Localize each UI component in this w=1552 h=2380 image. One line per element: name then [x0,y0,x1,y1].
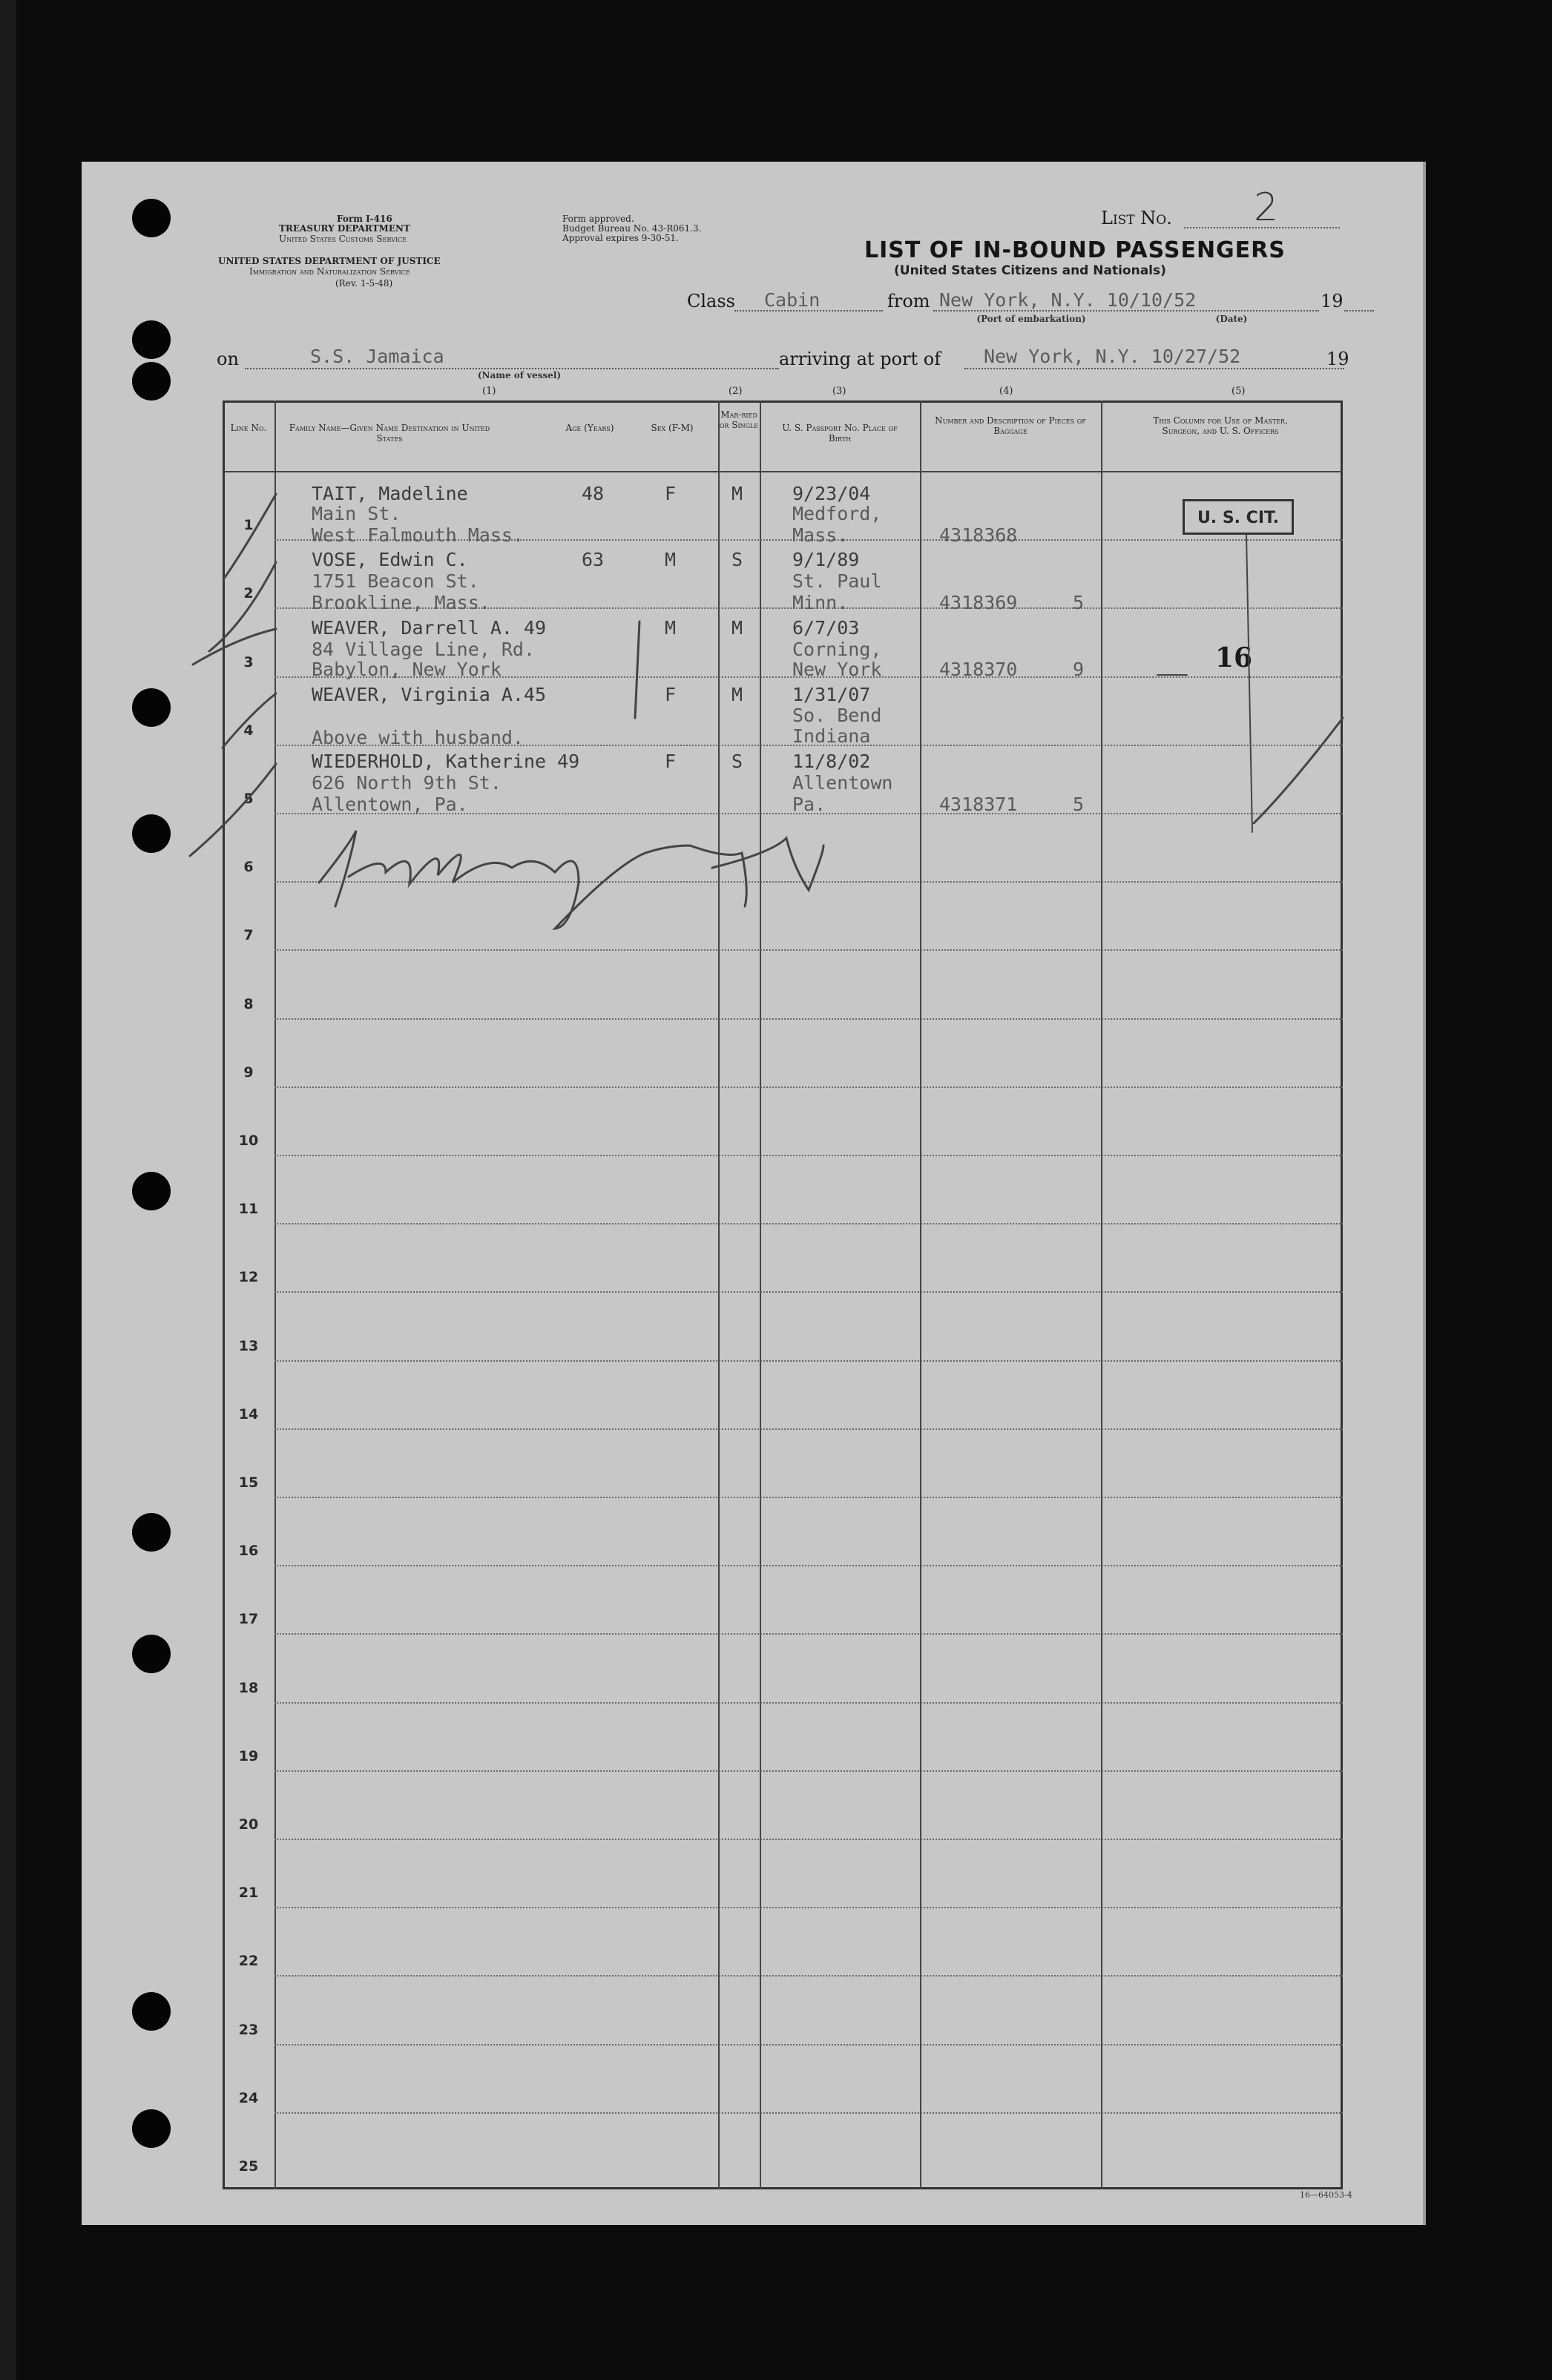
p4-marital: M [731,684,743,705]
row-number: 9 [243,1064,254,1081]
check-mark [190,764,276,856]
port-caption: (Port of embarkation) [976,314,1086,324]
row-number: 2 [243,585,254,602]
dept-justice: UNITED STATES DEPARTMENT OF JUSTICE [218,256,441,266]
p3-address-2: Babylon, New York [312,659,502,680]
check-mark [209,562,276,651]
p5-birthplace-2: Pa. [792,794,826,815]
header-age: Age (Years) [565,423,614,433]
p3-sex: M [665,617,677,639]
p3-baggage: 4318370 [939,659,1018,680]
bracket-line [635,622,639,718]
p3-marital: M [731,617,743,639]
p2-passport-date: 9/1/89 [792,549,860,570]
col-number-2: (2) [729,386,743,397]
p5-passport-date: 11/8/02 [792,751,871,772]
p5-sex: F [665,751,677,772]
p1-name: TAIT, Madeline [312,483,468,504]
check-mark [224,494,276,578]
header-married: Mar-ried or Single [719,409,759,430]
row-number: 25 [238,2158,259,2175]
class-label: Class [687,291,735,311]
p1-address-1: Main St. [312,503,401,524]
approval-line-3: Approval expires 9-30-51. [562,233,679,243]
p4-birthplace-1: So. Bend [792,705,882,726]
p2-address-1: 1751 Beacon St. [312,570,479,592]
header-line-no: Line No. [230,423,267,433]
row-number: 21 [238,1885,259,1902]
col-number-4: (4) [999,386,1013,397]
row-number: 7 [243,927,254,944]
p3-address-1: 84 Village Line, Rd. [312,639,536,660]
p4-passport-date: 1/31/07 [792,684,871,705]
row-number: 22 [238,1953,259,1970]
row-number: 13 [238,1337,259,1354]
row-number: 15 [238,1474,259,1491]
p2-marital: S [731,549,743,570]
col-number-3: (3) [832,386,846,397]
p1-age: 48 [582,483,605,504]
header-passport: U. S. Passport No. Place of Birth [782,423,898,444]
officer-count: 16 [1215,642,1253,673]
p3-birthplace-1: Corning, [792,639,882,660]
p2-name: VOSE, Edwin C. [312,549,468,570]
stamp-line [1246,535,1252,832]
col-number-1: (1) [482,386,496,397]
on-label: on [217,349,239,369]
p1-birthplace-1: Medford, [792,503,882,524]
row-number: 4 [243,722,254,739]
p2-birthplace-1: St. Paul [792,570,882,592]
header-name: Family Name—Given Name Destination in United States [289,423,490,444]
row-number: 23 [238,2021,259,2038]
list-no-label: List No. [1101,208,1172,228]
p1-address-2: West Falmouth Mass. [312,524,524,546]
p1-marital: M [731,483,743,504]
row-number: 14 [238,1405,259,1423]
row-number: 1 [243,517,254,534]
p2-address-2: Brookline, Mass. [312,592,490,613]
col-number-5: (5) [1232,386,1246,397]
row-number: 8 [243,995,254,1012]
date-caption: (Date) [1215,314,1248,324]
class-value: Cabin [764,289,821,311]
p5-name: WIEDERHOLD, Katherine 49 [312,751,580,772]
row-number: 16 [238,1543,259,1560]
dept-justice-sub: Immigration and Naturalization Service [249,266,410,277]
vessel-caption: (Name of vessel) [477,370,562,380]
form-number: Form I-416 [337,214,392,224]
row-number: 20 [238,1816,259,1833]
arriving-label: arriving at port of [779,349,941,369]
p3-birthplace-2: New York [792,659,882,680]
p2-age: 63 [582,549,605,570]
row-number: 5 [243,791,254,807]
year-label: 19 [1321,291,1344,311]
p5-baggage: 4318371 [939,794,1018,815]
approval-line-2: Budget Bureau No. 43-R061.3. [562,223,702,234]
citizen-stamp: U. S. CIT. [1183,499,1294,535]
check-mark [193,629,276,665]
p3-name: WEAVER, Darrell A. 49 [312,617,547,639]
check-mark [223,693,276,748]
row-number: 3 [243,653,254,670]
p4-birthplace-2: Indiana [792,725,871,747]
p2-baggage-count: 5 [1073,592,1085,613]
dept-treasury: TREASURY DEPARTMENT [279,223,410,234]
p4-sex: F [665,684,677,705]
signature [319,831,823,929]
p3-passport-date: 6/7/03 [792,617,860,639]
dept-treasury-sub: United States Customs Service [279,234,407,244]
from-label: from [887,291,930,311]
p1-passport-date: 9/23/04 [792,483,871,504]
printer-code: 16—64053-4 [1300,2190,1352,2200]
page-subtitle: (United States Citizens and Nationals) [894,263,1166,278]
p5-address-2: Allentown, Pa. [312,794,468,815]
header-sex: Sex (F-M) [651,423,694,433]
revision: (Rev. 1-5-48) [335,278,393,289]
from-value: New York, N.Y. 10/10/52 [939,289,1197,311]
row-number: 17 [238,1611,259,1628]
approval-line-1: Form approved. [562,214,634,224]
p4-note: Above with husband. [312,727,524,748]
arriving-value: New York, N.Y. 10/27/52 [984,346,1241,367]
row-number: 24 [238,2089,259,2106]
p2-baggage: 4318369 [939,592,1018,613]
p1-baggage: 4318368 [939,524,1018,546]
list-no-value: 2 [1254,185,1279,230]
row-number: 19 [238,1747,259,1764]
row-number: 6 [243,859,254,876]
vessel-value: S.S. Jamaica [310,346,444,367]
officer-check-mark [1254,718,1343,823]
arriving-year: 19 [1326,349,1349,369]
header-baggage: Number and Description of Pieces of Baggage [935,415,1086,436]
row-number: 10 [238,1133,259,1149]
page-title: LIST OF IN-BOUND PASSENGERS [864,237,1286,263]
p1-sex: F [665,483,677,504]
p2-birthplace-2: Minn. [792,592,849,613]
p1-birthplace-2: Mass. [792,524,849,546]
header-officers: This Column for Use of Master, Surgeon, and U. S. Officers [1153,415,1288,436]
p2-sex: M [665,549,677,570]
row-number: 18 [238,1679,259,1696]
row-number: 11 [238,1201,259,1218]
p3-baggage-count: 9 [1073,659,1085,680]
p4-name: WEAVER, Virginia A.45 [312,684,547,705]
p5-birthplace-1: Allentown [792,772,893,794]
row-number: 12 [238,1269,259,1286]
p5-address-1: 626 North 9th St. [312,772,502,794]
p5-marital: S [731,751,743,772]
p5-baggage-count: 5 [1073,794,1085,815]
